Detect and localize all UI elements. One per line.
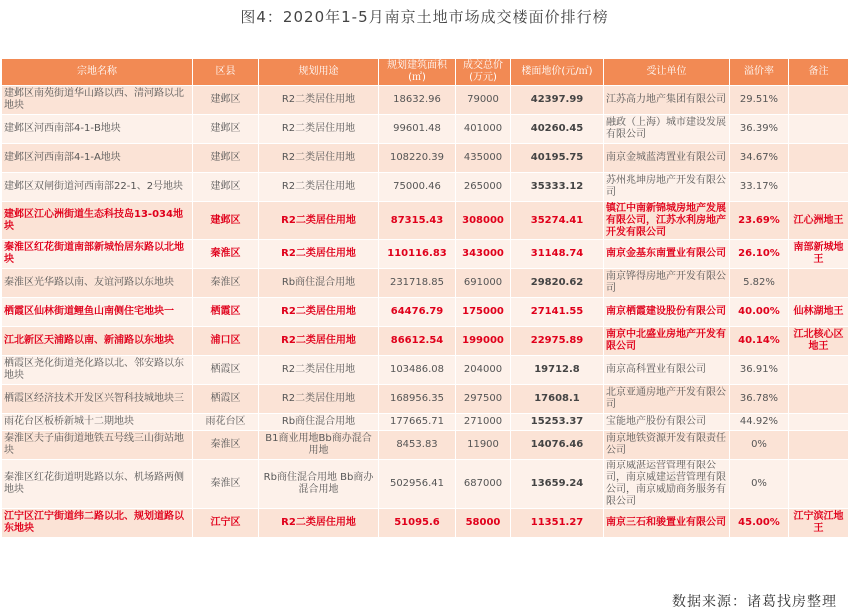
- table-row: [2, 173, 849, 202]
- cell-floor-price: 17608.1: [511, 385, 604, 414]
- cell-district: 建邺区: [193, 173, 259, 202]
- cell-planned-use: R2二类居住用地: [259, 385, 379, 414]
- cell-note: [789, 115, 849, 144]
- cell-land-name: 建邺区河西南部4-1-A地块: [2, 144, 193, 173]
- cell-land-name: 秦淮区夫子庙街道地铁五号线三山街站地块: [2, 431, 193, 460]
- table-row: [2, 240, 849, 269]
- cell-premium-rate: 23.69%: [730, 202, 789, 240]
- cell-planned-use: R2二类居住用地: [259, 298, 379, 327]
- cell-premium-rate: 0%: [730, 460, 789, 509]
- header-name: 宗地名称: [2, 59, 193, 86]
- cell-buyer: 南京金基东南置业有限公司: [604, 240, 730, 269]
- cell-floor-price: 15253.37: [511, 414, 604, 431]
- cell-floor-price: 22975.89: [511, 327, 604, 356]
- cell-floor-price: 29820.62: [511, 269, 604, 298]
- cell-total-price: 297500: [456, 385, 511, 414]
- cell-planned-use: B1商业用地Bb商办混合用地: [259, 431, 379, 460]
- cell-premium-rate: 29.51%: [730, 86, 789, 115]
- cell-district: 秦淮区: [193, 460, 259, 509]
- cell-total-price: 271000: [456, 414, 511, 431]
- header-total: 成交总价(万元): [456, 59, 511, 86]
- cell-planned-use: R2二类居住用地: [259, 86, 379, 115]
- cell-buyer: 宝能地产股份有限公司: [604, 414, 730, 431]
- cell-note: [789, 86, 849, 115]
- cell-premium-rate: 40.00%: [730, 298, 789, 327]
- cell-premium-rate: 34.67%: [730, 144, 789, 173]
- cell-district: 栖霞区: [193, 356, 259, 385]
- header-note: 备注: [789, 59, 849, 86]
- cell-district: 栖霞区: [193, 298, 259, 327]
- cell-building-area: 18632.96: [379, 86, 456, 115]
- cell-building-area: 99601.48: [379, 115, 456, 144]
- cell-building-area: 103486.08: [379, 356, 456, 385]
- cell-premium-rate: 45.00%: [730, 509, 789, 538]
- cell-district: 建邺区: [193, 86, 259, 115]
- cell-premium-rate: 36.78%: [730, 385, 789, 414]
- table-row: [2, 298, 849, 327]
- table-row: [2, 115, 849, 144]
- cell-district: 秦淮区: [193, 240, 259, 269]
- cell-total-price: 265000: [456, 173, 511, 202]
- cell-land-name: 建邺区河西南部4-1-B地块: [2, 115, 193, 144]
- cell-total-price: 11900: [456, 431, 511, 460]
- cell-floor-price: 11351.27: [511, 509, 604, 538]
- cell-total-price: 199000: [456, 327, 511, 356]
- cell-total-price: 687000: [456, 460, 511, 509]
- cell-total-price: 401000: [456, 115, 511, 144]
- cell-land-name: 雨花台区板桥新城十二期地块: [2, 414, 193, 431]
- cell-planned-use: R2二类居住用地: [259, 240, 379, 269]
- cell-note: 南部新城地王: [789, 240, 849, 269]
- header-area: 规划建筑面积(㎡): [379, 59, 456, 86]
- cell-buyer: 镇江中南新锦城房地产发展有限公司，江苏水利房地产开发有限公司: [604, 202, 730, 240]
- cell-buyer: 南京三石和骏置业有限公司: [604, 509, 730, 538]
- cell-floor-price: 13659.24: [511, 460, 604, 509]
- cell-district: 建邺区: [193, 202, 259, 240]
- cell-buyer: 南京铧得房地产开发有限公司: [604, 269, 730, 298]
- cell-buyer: 江苏高力地产集团有限公司: [604, 86, 730, 115]
- cell-buyer: 南京金城蓝湾置业有限公司: [604, 144, 730, 173]
- cell-building-area: 87315.43: [379, 202, 456, 240]
- cell-planned-use: Rb商住混合用地: [259, 269, 379, 298]
- cell-buyer: 南京高科置业有限公司: [604, 356, 730, 385]
- page-title: 图4：2020年1-5月南京土地市场成交楼面价排行榜: [240, 8, 609, 26]
- cell-note: 江心洲地王: [789, 202, 849, 240]
- cell-building-area: 108220.39: [379, 144, 456, 173]
- table-row: [2, 385, 849, 414]
- header-price: 楼面地价(元/㎡): [511, 59, 604, 86]
- table-row: [2, 327, 849, 356]
- cell-land-name: 建邺区双闸街道河西南部22-1、2号地块: [2, 173, 193, 202]
- cell-floor-price: 35274.41: [511, 202, 604, 240]
- cell-note: [789, 173, 849, 202]
- cell-floor-price: 40260.45: [511, 115, 604, 144]
- table-row: [2, 86, 849, 115]
- cell-building-area: 168956.35: [379, 385, 456, 414]
- cell-land-name: 栖霞区经济技术开发区兴智科技城地块三: [2, 385, 193, 414]
- cell-planned-use: Rb商住混合用地 Bb商办混合用地: [259, 460, 379, 509]
- table-row: [2, 269, 849, 298]
- cell-premium-rate: 40.14%: [730, 327, 789, 356]
- cell-floor-price: 40195.75: [511, 144, 604, 173]
- cell-district: 建邺区: [193, 144, 259, 173]
- cell-building-area: 502956.41: [379, 460, 456, 509]
- cell-premium-rate: 36.91%: [730, 356, 789, 385]
- cell-note: [789, 356, 849, 385]
- cell-note: 江宁滨江地王: [789, 509, 849, 538]
- cell-district: 建邺区: [193, 115, 259, 144]
- cell-premium-rate: 44.92%: [730, 414, 789, 431]
- cell-floor-price: 31148.74: [511, 240, 604, 269]
- data-source-note: 数据来源：诸葛找房整理: [672, 594, 837, 610]
- cell-total-price: 204000: [456, 356, 511, 385]
- cell-planned-use: R2二类居住用地: [259, 509, 379, 538]
- cell-land-name: 栖霞区尧化街道尧化路以北、邻安路以东地块: [2, 356, 193, 385]
- cell-land-name: 建邺区南苑街道华山路以西、清河路以北地块: [2, 86, 193, 115]
- cell-land-name: 江北新区天浦路以南、新浦路以东地块: [2, 327, 193, 356]
- table-row: [2, 414, 849, 431]
- header-use: 规划用途: [259, 59, 379, 86]
- cell-note: [789, 385, 849, 414]
- cell-premium-rate: 33.17%: [730, 173, 789, 202]
- cell-land-name: 秦淮区光华路以南、友谊河路以东地块: [2, 269, 193, 298]
- cell-floor-price: 27141.55: [511, 298, 604, 327]
- cell-total-price: 435000: [456, 144, 511, 173]
- cell-floor-price: 19712.8: [511, 356, 604, 385]
- cell-total-price: 308000: [456, 202, 511, 240]
- cell-building-area: 231718.85: [379, 269, 456, 298]
- header-buyer: 受让单位: [604, 59, 730, 86]
- cell-planned-use: R2二类居住用地: [259, 327, 379, 356]
- cell-district: 雨花台区: [193, 414, 259, 431]
- cell-planned-use: R2二类居住用地: [259, 173, 379, 202]
- cell-planned-use: Rb商住混合用地: [259, 414, 379, 431]
- cell-building-area: 51095.6: [379, 509, 456, 538]
- cell-building-area: 64476.79: [379, 298, 456, 327]
- cell-total-price: 175000: [456, 298, 511, 327]
- cell-note: [789, 269, 849, 298]
- cell-note: [789, 414, 849, 431]
- table-header-row: [2, 59, 849, 86]
- cell-district: 秦淮区: [193, 269, 259, 298]
- cell-land-name: 建邺区江心洲街道生态科技岛13-034地块: [2, 202, 193, 240]
- cell-district: 浦口区: [193, 327, 259, 356]
- cell-land-name: 秦淮区红花街道明匙路以东、机场路两侧地块: [2, 460, 193, 509]
- cell-note: 江北核心区地王: [789, 327, 849, 356]
- cell-building-area: 110116.83: [379, 240, 456, 269]
- cell-district: 江宁区: [193, 509, 259, 538]
- cell-buyer: 融政（上海）城市建设发展有限公司: [604, 115, 730, 144]
- cell-building-area: 86612.54: [379, 327, 456, 356]
- cell-district: 栖霞区: [193, 385, 259, 414]
- land-price-ranking-table: [1, 58, 849, 538]
- cell-land-name: 栖霞区仙林街道鲤鱼山南侧住宅地块一: [2, 298, 193, 327]
- table-row: [2, 356, 849, 385]
- cell-premium-rate: 5.82%: [730, 269, 789, 298]
- cell-land-name: 秦淮区红花街道南部新城怡居东路以北地块: [2, 240, 193, 269]
- cell-building-area: 8453.83: [379, 431, 456, 460]
- cell-building-area: 75000.46: [379, 173, 456, 202]
- table-row: [2, 431, 849, 460]
- table-row: [2, 460, 849, 509]
- cell-floor-price: 42397.99: [511, 86, 604, 115]
- cell-total-price: 79000: [456, 86, 511, 115]
- cell-planned-use: R2二类居住用地: [259, 202, 379, 240]
- cell-buyer: 北京亚通房地产开发有限公司: [604, 385, 730, 414]
- cell-building-area: 177665.71: [379, 414, 456, 431]
- cell-buyer: 南京栖霞建设股份有限公司: [604, 298, 730, 327]
- cell-premium-rate: 0%: [730, 431, 789, 460]
- cell-buyer: 苏州兆坤房地产开发有限公司: [604, 173, 730, 202]
- cell-premium-rate: 36.39%: [730, 115, 789, 144]
- table-row: [2, 202, 849, 240]
- cell-total-price: 58000: [456, 509, 511, 538]
- cell-note: [789, 460, 849, 509]
- header-district: 区县: [193, 59, 259, 86]
- cell-planned-use: R2二类居住用地: [259, 356, 379, 385]
- table-row: [2, 144, 849, 173]
- cell-buyer: 南京中北盛业房地产开发有限公司: [604, 327, 730, 356]
- cell-planned-use: R2二类居住用地: [259, 115, 379, 144]
- header-premium: 溢价率: [730, 59, 789, 86]
- cell-total-price: 343000: [456, 240, 511, 269]
- table-row: [2, 509, 849, 538]
- cell-district: 秦淮区: [193, 431, 259, 460]
- cell-premium-rate: 26.10%: [730, 240, 789, 269]
- cell-floor-price: 14076.46: [511, 431, 604, 460]
- cell-note: [789, 431, 849, 460]
- cell-buyer: 南京威湛运营管理有限公司，南京威建运营管理有限公司，南京威励商务服务有限公司: [604, 460, 730, 509]
- cell-buyer: 南京地铁资源开发有限责任公司: [604, 431, 730, 460]
- cell-floor-price: 35333.12: [511, 173, 604, 202]
- cell-note: [789, 144, 849, 173]
- cell-note: 仙林湖地王: [789, 298, 849, 327]
- cell-total-price: 691000: [456, 269, 511, 298]
- cell-land-name: 江宁区江宁街道纬二路以北、规划道路以东地块: [2, 509, 193, 538]
- cell-planned-use: R2二类居住用地: [259, 144, 379, 173]
